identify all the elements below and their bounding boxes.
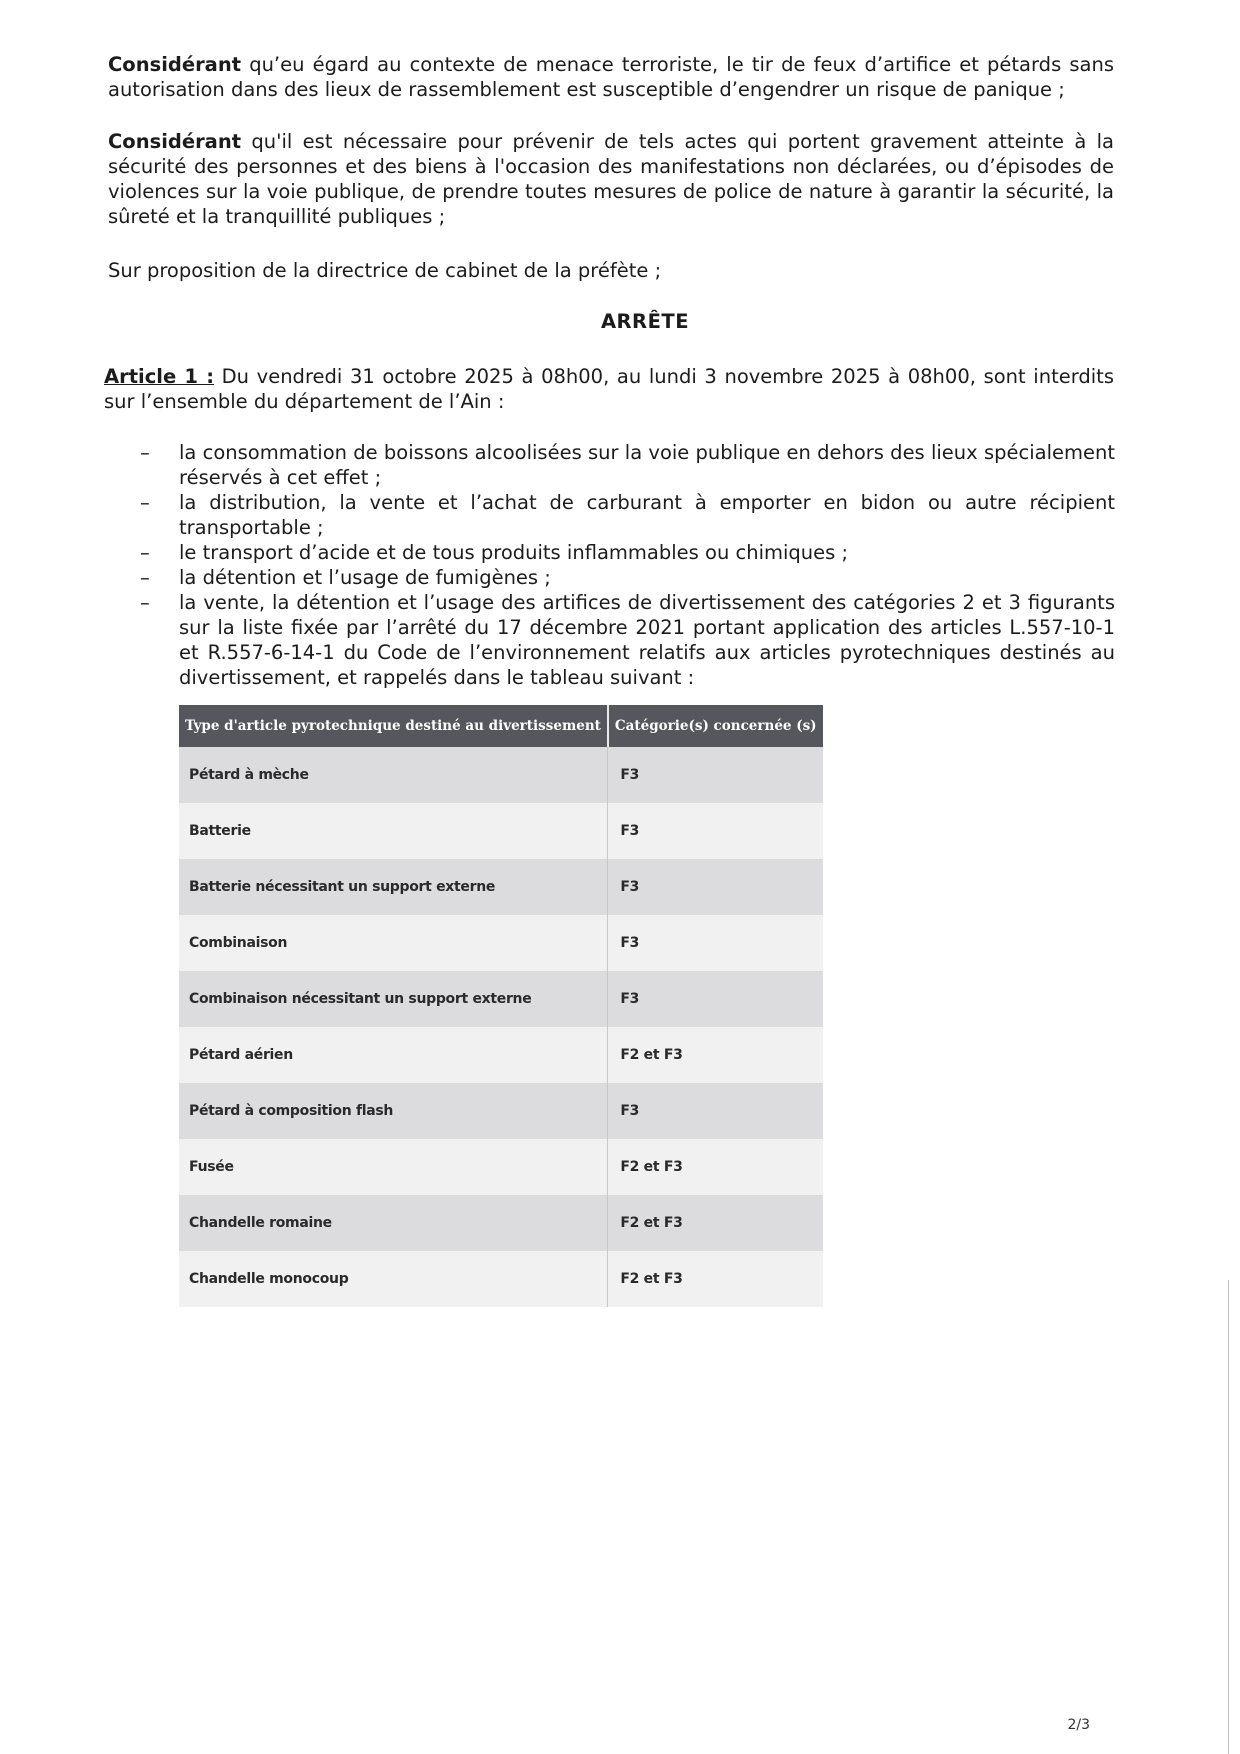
table-cell-type: Pétard aérien <box>179 1027 608 1083</box>
table-cell-type: Chandelle monocoup <box>179 1251 608 1307</box>
table-cell-type: Fusée <box>179 1139 608 1195</box>
page-number: 2/3 <box>1067 1717 1090 1733</box>
table-cell-category: F2 et F3 <box>608 1139 823 1195</box>
list-item-text: la consommation de boissons alcoolisées sur la voie publique en dehors des lieux spécialement réservés à cet effet ; <box>179 441 1115 489</box>
table-row <box>179 1027 823 1083</box>
table-row <box>179 915 823 971</box>
table-cell-type: Batterie <box>179 803 608 859</box>
article-1-text: Du vendredi 31 octobre 2025 à 08h00, au lundi 3 novembre 2025 à 08h00, sont interdits sur l’ensemble du département de l’Ain : <box>104 365 1114 413</box>
proposition-paragraph: Sur proposition de la directrice de cabinet de la préfète ; <box>108 259 662 282</box>
pyrotechnics-table <box>179 705 823 1307</box>
table-cell-category: F3 <box>608 1083 823 1139</box>
table-cell-type: Chandelle romaine <box>179 1195 608 1251</box>
table-cell-type: Combinaison nécessitant un support externe <box>179 971 608 1027</box>
dash-bullet: – <box>140 566 150 589</box>
considerant-paragraph-1 <box>108 52 1114 102</box>
table-cell-category: F2 et F3 <box>608 1027 823 1083</box>
table-cell-type: Pétard à mèche <box>179 747 608 803</box>
table-cell-category: F2 et F3 <box>608 1251 823 1307</box>
list-item <box>140 590 1115 690</box>
scan-edge-divider <box>1228 1280 1229 1754</box>
table-row <box>179 1139 823 1195</box>
table-cell-category: F3 <box>608 971 823 1027</box>
table-cell-type: Batterie nécessitant un support externe <box>179 859 608 915</box>
dash-bullet: – <box>140 541 150 564</box>
list-item-text: la détention et l’usage de fumigènes ; <box>179 566 551 589</box>
considerant-text: qu'il est nécessaire pour prévenir de tels actes qui portent gravement atteinte à la sécurité des personnes et des biens à l'occasion des manifestations non déclarées, ou d’épisodes de violences sur la voie publique, de prendre toutes mesures de police de nature à garantir la sécurité, la sûreté et la tranquillité publiques ; <box>108 130 1114 228</box>
list-item-text: la vente, la détention et l’usage des artifices de divertissement des catégories 2 et 3 figurants sur la liste fixée par l’arrêté du 17 décembre 2021 portant application des articles L.557-10-1 et R.557-6-14-1 du Code de l’environnement relatifs aux articles pyrotechniques destinés au divertissement, et rappelés dans le tableau suivant : <box>179 591 1115 689</box>
table-cell-category: F3 <box>608 747 823 803</box>
considerant-lead: Considérant <box>108 53 242 76</box>
table-header-type: Type d'article pyrotechnique destiné au divertissement <box>179 705 608 747</box>
considerant-lead: Considérant <box>108 130 242 153</box>
decree-title: ARRÊTE <box>600 310 690 333</box>
dash-bullet: – <box>140 491 150 514</box>
table-row <box>179 971 823 1027</box>
table-row <box>179 1083 823 1139</box>
list-item <box>140 490 1115 540</box>
table-cell-type: Combinaison <box>179 915 608 971</box>
table-header-category: Catégorie(s) concernée (s) <box>608 705 823 747</box>
table-cell-category: F3 <box>608 915 823 971</box>
article-1 <box>104 364 1114 414</box>
list-item-text: le transport d’acide et de tous produits inflammables ou chimiques ; <box>179 541 849 564</box>
table-row <box>179 803 823 859</box>
article-1-label: Article 1 : <box>104 365 215 388</box>
list-item <box>140 540 1115 565</box>
list-item <box>140 565 1115 590</box>
table-row <box>179 1195 823 1251</box>
table-cell-type: Pétard à composition flash <box>179 1083 608 1139</box>
dash-bullet: – <box>140 591 150 614</box>
list-item <box>140 440 1115 490</box>
dash-bullet: – <box>140 441 150 464</box>
list-item-text: la distribution, la vente et l’achat de carburant à emporter en bidon ou autre récipient transportable ; <box>179 491 1115 539</box>
table-cell-category: F2 et F3 <box>608 1195 823 1251</box>
table-row <box>179 1251 823 1307</box>
considerant-text: qu’eu égard au contexte de menace terroriste, le tir de feux d’artifice et pétards sans autorisation dans des lieux de rassemblement est susceptible d’engendrer un risque de panique ; <box>108 53 1114 101</box>
table-cell-category: F3 <box>608 803 823 859</box>
table-cell-category: F3 <box>608 859 823 915</box>
table-header-row <box>179 705 823 747</box>
considerant-paragraph-2 <box>108 129 1114 229</box>
table-row <box>179 747 823 803</box>
prohibitions-list <box>140 440 1115 690</box>
table-row <box>179 859 823 915</box>
